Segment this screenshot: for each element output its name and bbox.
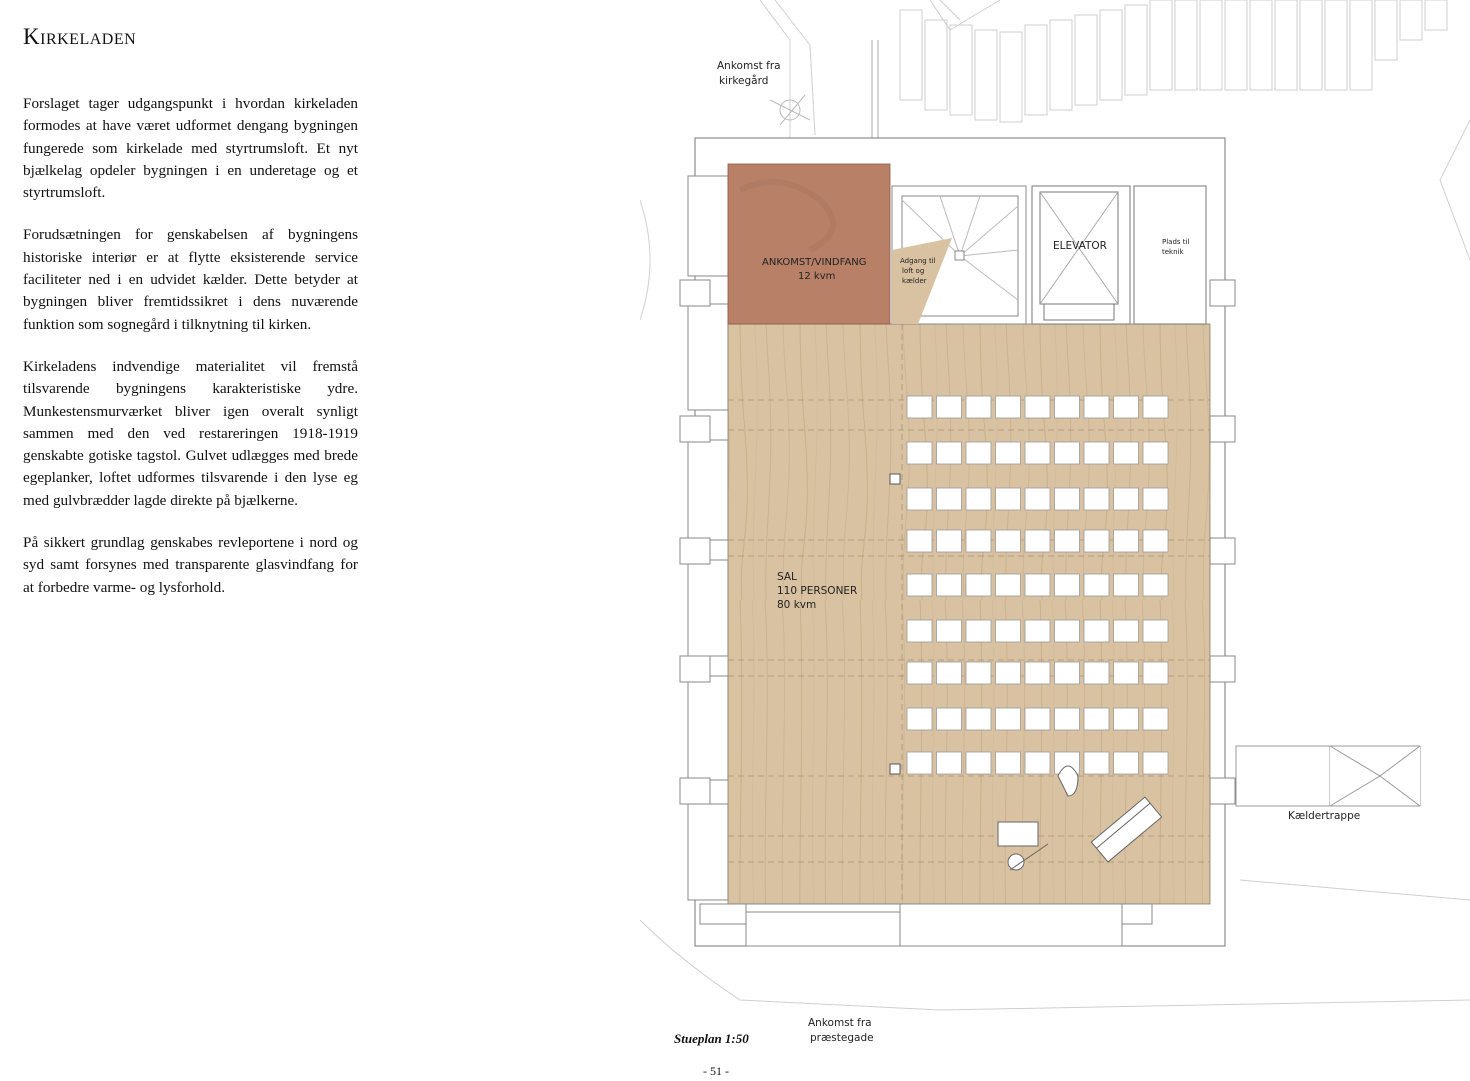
chair (907, 662, 932, 684)
page-number: - 51 - (703, 1064, 729, 1078)
chair (907, 396, 932, 418)
chair (907, 574, 932, 596)
column-1 (890, 474, 900, 484)
chair (1114, 662, 1139, 684)
chair (1143, 662, 1168, 684)
chair (966, 620, 991, 642)
hall-capacity: 110 PERSONER (777, 585, 858, 597)
chair (996, 530, 1021, 552)
floor-plan-drawing (640, 0, 1470, 1081)
chair (966, 530, 991, 552)
chair (907, 752, 932, 774)
page-title: Kirkeladen (23, 24, 137, 49)
chair (996, 752, 1021, 774)
chair (937, 442, 962, 464)
chair (966, 574, 991, 596)
chair (966, 396, 991, 418)
chair (1055, 620, 1080, 642)
chair (1143, 442, 1168, 464)
paragraph-3: Kirkeladens indvendige materialitet vil fremstå tilsvarende bygningens karakteristiske ydre. Munkestensmurværket bliver igen overalt synligt sammen med den ved restareringen 1918-1919 genskabte gotiske tagstol. Gulvet udlægges med brede egeplanker, loftet udformes tilsvarende i den lyse eg med gulvbrædder lagde direkte på bjælkerne. (23, 357, 358, 509)
access-label-1: Adgang til (900, 257, 936, 265)
chair (1143, 620, 1168, 642)
chair (1084, 620, 1109, 642)
chair (1114, 574, 1139, 596)
basement-stair-label: Kældertrappe (1288, 810, 1361, 822)
chair (1114, 752, 1139, 774)
chair (996, 662, 1021, 684)
chair (996, 620, 1021, 642)
north-access-path (770, 40, 878, 140)
arrival-north-label-1: Ankomst fra (717, 60, 781, 72)
chair (937, 662, 962, 684)
chair (996, 442, 1021, 464)
chair (1084, 708, 1109, 730)
chair (937, 752, 962, 774)
column-2 (890, 764, 900, 774)
chair (937, 488, 962, 510)
plan-caption: Stueplan 1:50 (674, 1031, 749, 1046)
chair (1084, 396, 1109, 418)
chair (1143, 574, 1168, 596)
vestibule-label: ANKOMST/VINDFANG (762, 257, 867, 268)
chair (1114, 620, 1139, 642)
chair (1143, 488, 1168, 510)
chair (1084, 488, 1109, 510)
chair (1143, 708, 1168, 730)
chair (907, 442, 932, 464)
chair (996, 574, 1021, 596)
chair (996, 488, 1021, 510)
chair (1084, 530, 1109, 552)
paragraph-2: Forudsætningen for genskabelsen af bygningens historiske interiør er at flytte eksisterende service faciliteter ned i en udvidet kælder. Dette betyder at bygningen bliver fremtidssikret i dens nuværende funktion som sognegård i tilknytning til kirken. (23, 226, 358, 333)
arrival-north-label-2: kirkegård (719, 75, 769, 87)
chair (1084, 442, 1109, 464)
chair (1143, 752, 1168, 774)
paragraph-4: På sikkert grundlag genskabes revleportene i nord og syd samt forsynes med transparente glasvindfang for at forbedre varme- og lysforhold. (23, 534, 358, 596)
hall-area: 80 kvm (777, 599, 817, 611)
chair (1084, 752, 1109, 774)
chair (966, 708, 991, 730)
chair (1143, 530, 1168, 552)
chair (937, 708, 962, 730)
paragraph-1: Forslaget tager udgangspunkt i hvordan kirkeladen formodes at have været udformet dengang bygningen fungerede som kirkelade med styrtrumsloft. Et nyt bjælkelag opdeler bygningen i en underetage og et styrtrumsloft. (23, 95, 358, 202)
chair (966, 752, 991, 774)
chair (937, 574, 962, 596)
chair (1025, 396, 1050, 418)
chair (1055, 530, 1080, 552)
chair (1055, 708, 1080, 730)
chair (1055, 574, 1080, 596)
chair (966, 488, 991, 510)
stair-room (892, 186, 1026, 324)
tech-label-1: Plads til (1162, 238, 1190, 246)
chair (1025, 488, 1050, 510)
access-label-2: loft og (902, 267, 925, 275)
chair (907, 530, 932, 552)
chair (1025, 530, 1050, 552)
chair (1055, 488, 1080, 510)
chair (1025, 574, 1050, 596)
chair (1025, 620, 1050, 642)
floor-plan (640, 0, 1470, 1081)
seating (907, 396, 1168, 774)
chair (1025, 752, 1050, 774)
chair (1114, 708, 1139, 730)
chair (907, 620, 932, 642)
chair (1084, 662, 1109, 684)
chair (1055, 662, 1080, 684)
hall-label: SAL (777, 571, 797, 583)
chair (1114, 396, 1139, 418)
arrival-south-label-1: Ankomst fra (808, 1017, 872, 1029)
tech-label-2: teknik (1162, 248, 1184, 256)
chair (966, 662, 991, 684)
elevator-label: ELEVATOR (1053, 240, 1107, 252)
body-text (23, 93, 358, 619)
chair (996, 708, 1021, 730)
chair (937, 530, 962, 552)
south-wall (700, 904, 1152, 946)
chair (907, 708, 932, 730)
chair (1055, 442, 1080, 464)
arrival-south-label-2: præstegade (810, 1032, 874, 1044)
access-label-3: kælder (902, 277, 927, 285)
chair (1084, 574, 1109, 596)
chair (937, 620, 962, 642)
chair (1055, 396, 1080, 418)
chair (1025, 662, 1050, 684)
chair (1114, 530, 1139, 552)
chair (1114, 488, 1139, 510)
chair (1025, 442, 1050, 464)
vestibule-area: 12 kvm (798, 271, 836, 282)
chair (1025, 708, 1050, 730)
chair (907, 488, 932, 510)
chair (1114, 442, 1139, 464)
chair (937, 396, 962, 418)
chair (1143, 396, 1168, 418)
elevator-shaft (1032, 186, 1130, 324)
chair (966, 442, 991, 464)
basement-stair (1236, 746, 1420, 806)
chair (996, 396, 1021, 418)
